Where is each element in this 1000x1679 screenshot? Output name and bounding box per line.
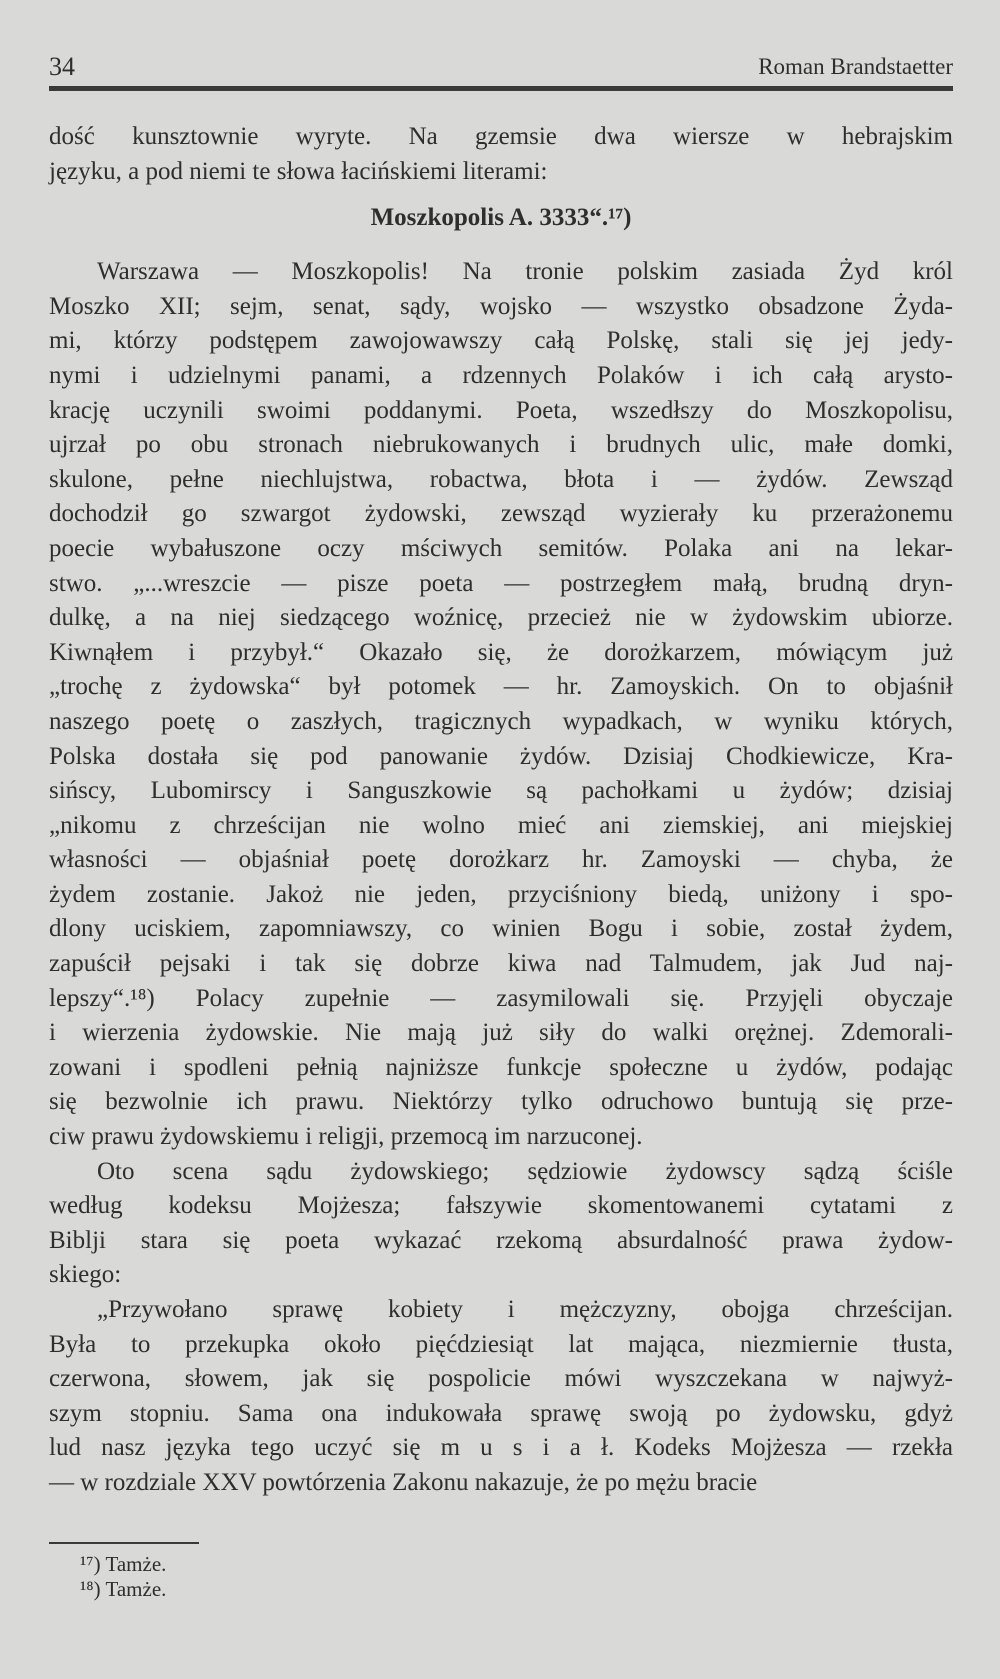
text-line: Polska dostała się pod panowanie żydów. Dzisiaj Chodkiewicze, Kra- [49, 742, 953, 770]
running-author: Roman Brandstaetter [758, 54, 953, 79]
text-line: się bezwolnie ich prawu. Niektórzy tylko odruchowo buntują się prze- [49, 1088, 953, 1116]
text-line: lepszy“.¹⁸) Polacy zupełnie — zasymilowali się. Przyjęli obyczaje [49, 984, 953, 1012]
text-line: czerwona, słowem, jak się pospolicie mówi wyszczekana w najwyż- [49, 1365, 953, 1393]
text-line: Moszkopolis A. 3333“.¹⁷) [370, 204, 632, 232]
text-line: ujrzał po obu stronach niebrukowanych i brudnych ulic, małe domki, [49, 431, 953, 459]
text-line: skulone, pełne niechlujstwa, robactwa, błota i — żydów. Zewsząd [49, 465, 953, 493]
text-line: dość kunsztownie wyryte. Na gzemsie dwa wiersze w hebrajskim [49, 123, 953, 150]
text-line: Kiwnąłem i przybył.“ Okazało się, że dorożkarzem, mówiącym już [49, 638, 953, 666]
section-heading [49, 189, 953, 241]
running-header [49, 52, 953, 82]
paragraph [49, 1155, 953, 1293]
footnote-rule [49, 1542, 199, 1544]
footnote-18: ¹⁸) Tamże. [80, 1577, 167, 1601]
text-line: Warszawa — Moszkopolis! Na tronie polskim zasiada Żyd król [97, 258, 953, 286]
text-line: lud nasz języka tego uczyć się m u s i a ł. Kodeks Mojżesza — rzekła [49, 1434, 953, 1462]
text-line: krację uczynili swoimi poddanymi. Poeta, wszedłszy do Moszkopolisu, [49, 396, 953, 424]
text-line: nymi i udzielnymi panami, a rdzennych Polaków i ich całą arysto- [49, 361, 953, 389]
header-rule [49, 86, 953, 91]
text-line: naszego poetę o zaszłych, tragicznych wypadkach, w wyniku których, [49, 707, 953, 735]
text-line: zowani i spodleni pełnią najniższe funkcje społeczne u żydów, podając [49, 1053, 953, 1081]
text-line: ciw prawu żydowskiemu i religji, przemocą im narzuconej. [49, 1123, 643, 1151]
text-line: stwo. „...wreszcie — pisze poeta — postrzegłem małą, brudną dryn- [49, 569, 953, 597]
text-line: zapuścił pejsaki i tak się dobrze kiwa nad Talmudem, jak Jud naj- [49, 950, 953, 978]
body-text [49, 120, 953, 1501]
text-line: według kodeksu Mojżesza; fałszywie skomentowanemi cytatami z [49, 1192, 953, 1220]
text-line: sińscy, Lubomirscy i Sanguszkowie są pachołkami u żydów; dzisiaj [49, 777, 953, 805]
text-line: szym stopniu. Sama ona indukowała sprawę swoją po żydowsku, gdyż [49, 1399, 953, 1427]
text-line: Biblji stara się poeta wykazać rzekomą absurdalność prawa żydow- [49, 1226, 953, 1254]
paragraph [49, 120, 953, 189]
page-number: 34 [49, 52, 75, 81]
text-line: „Przywołano sprawę kobiety i mężczyzny, obojga chrześcijan. [97, 1296, 953, 1323]
text-line: żydem zostanie. Jakoż nie jeden, przyciśniony biedą, uniżony i spo- [49, 880, 953, 908]
text-line: — w rozdziale XXV powtórzenia Zakonu nakazuje, że po mężu bracie [49, 1468, 758, 1496]
footnote-17: ¹⁷) Tamże. [80, 1552, 167, 1576]
text-line: poecie wybałuszone oczy mściwych semitów. Polaka ani na lekar- [49, 534, 953, 562]
text-line: Była to przekupka około pięćdziesiąt lat mająca, niezmiernie tłusta, [49, 1330, 953, 1358]
text-line: dochodził go szwargot żydowski, zewsząd wyzierały ku przerażonemu [49, 500, 953, 528]
paragraph [49, 1293, 953, 1501]
text-line: „nikomu z chrześcijan nie wolno mieć ani ziemskiej, ani miejskiej [49, 811, 953, 839]
text-line: Oto scena sądu żydowskiego; sędziowie żydowscy sądzą ściśle [97, 1157, 953, 1185]
text-line: Moszko XII; sejm, senat, sądy, wojsko — wszystko obsadzone Żyda- [49, 292, 953, 320]
text-line: dulkę, a na niej siedzącego woźnicę, przecież nie w żydowskim ubiorze. [49, 604, 953, 632]
text-line: dlony uciskiem, zapomniawszy, co winien Bogu i sobie, został żydem, [49, 915, 953, 943]
text-line: i wierzenia żydowskie. Nie mają już siły do walki orężnej. Zdemorali- [49, 1019, 953, 1047]
paragraph [49, 255, 953, 1154]
text-line: własności — objaśniał poetę dorożkarz hr. Zamoyski — chyba, że [49, 846, 953, 874]
text-line: mi, którzy podstępem zawojowawszy całą Polskę, stali się jej jedy- [49, 327, 953, 355]
text-line: języku, a pod niemi te słowa łacińskiemi literami: [49, 157, 548, 185]
text-line: „trochę z żydowska“ był potomek — hr. Zamoyskich. On to objaśnił [49, 673, 953, 701]
text-line: skiego: [49, 1261, 122, 1289]
